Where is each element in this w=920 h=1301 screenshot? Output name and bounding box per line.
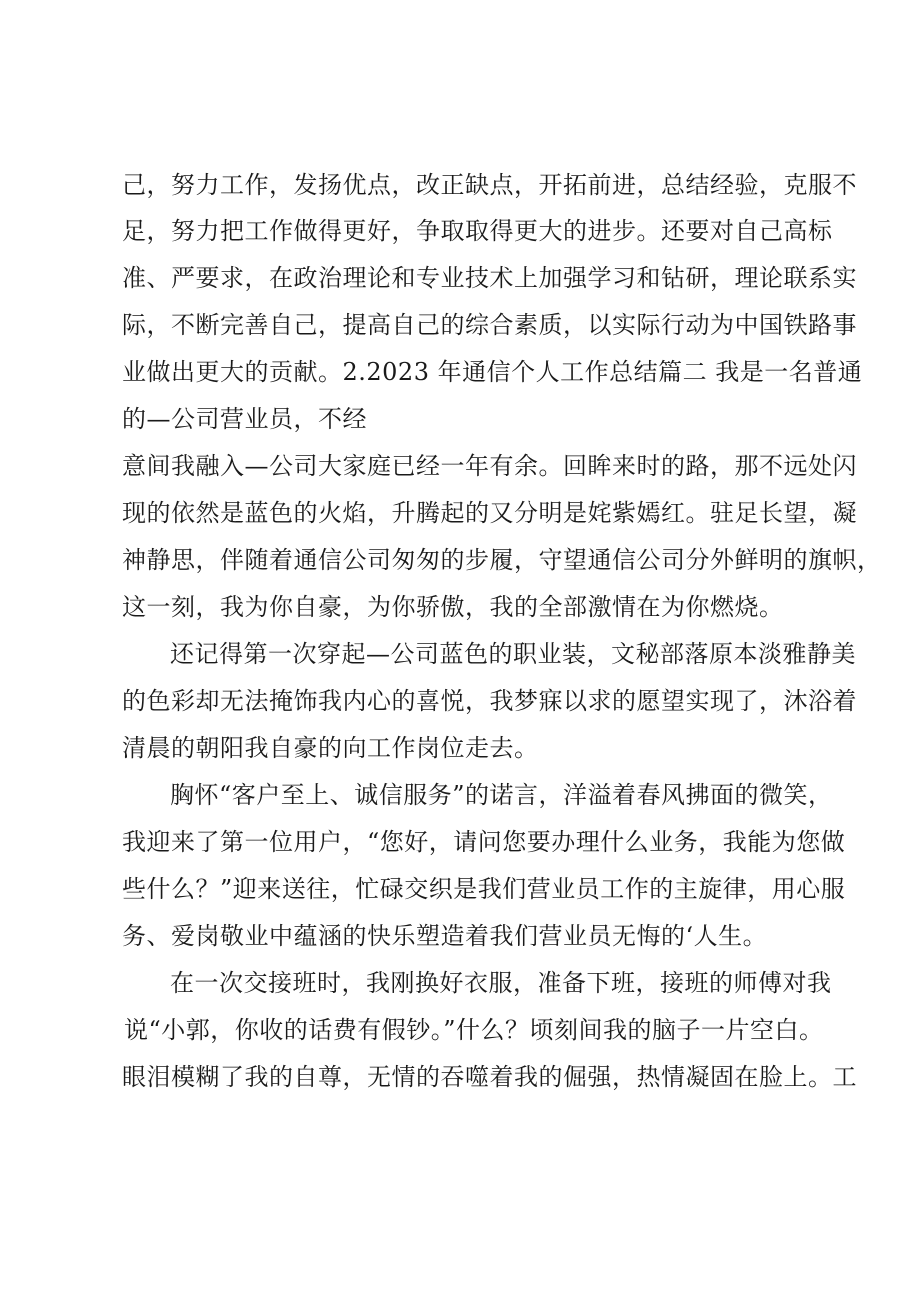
text-line: 际，不断完善自己，提高自己的综合素质，以实际行动为中国铁路事	[122, 311, 857, 339]
text-line: 现的依然是蓝色的火焰，升腾起的又分明是姹紫嫣红。驻足长望，凝	[122, 499, 857, 527]
text-line: 这一刻，我为你自豪，为你骄傲，我的全部激情在为你燃烧。	[122, 593, 784, 621]
text-line: 的色彩却无法掩饰我内心的喜悦，我梦寐以求的愿望实现了，沐浴着	[122, 687, 857, 715]
text-line: 说“小郭，你收的话费有假钞。”什么？顷刻间我的脑子一片空白。	[124, 1016, 824, 1044]
paragraph-first-line: 还记得第一次穿起—公司蓝色的职业装，文秘部落原本淡雅静美	[170, 640, 856, 668]
text-line: 些什么？”迎来送往，忙碌交织是我们营业员工作的主旋律，用心服	[122, 875, 846, 903]
text-line: 眼泪模糊了我的自尊，无情的吞噬着我的倔强，热情凝固在脸上。工	[122, 1063, 857, 1091]
paragraph-first-line: 在一次交接班时，我刚换好衣服，准备下班，接班的师傅对我	[170, 969, 832, 997]
text-line: 己，努力工作，发扬优点，改正缺点，开拓前进，总结经验，克服不	[122, 171, 857, 199]
text-line: 业做出更大的贡献。2.2023 年通信个人工作总结篇二 我是一名普通	[122, 358, 863, 386]
text-line: 足，努力把工作做得更好，争取取得更大的进步。还要对自己高标	[122, 217, 833, 245]
text-line: 准、严要求，在政治理论和专业技术上加强学习和钻研，理论联系实	[122, 264, 857, 292]
text-line: 意间我融入—公司大家庭已经一年有余。回眸来时的路，那不远处闪	[122, 452, 857, 480]
text-line: 的—公司营业员，不经	[122, 405, 367, 433]
text-line: 神静思，伴随着通信公司匆匆的步履，守望通信公司分外鲜明的旗帜，	[122, 546, 882, 574]
paragraph-first-line: 胸怀“客户至上、诚信服务”的诺言，洋溢着春风拂面的微笑，	[170, 781, 833, 809]
text-line: 务、爱岗敬业中蕴涵的快乐塑造着我们营业员无悔的‘人生。	[122, 922, 768, 950]
text-line: 清晨的朝阳我自豪的向工作岗位走去。	[122, 734, 539, 762]
text-line: 我迎来了第一位用户，“您好，请问您要办理什么业务，我能为您做	[122, 828, 846, 856]
